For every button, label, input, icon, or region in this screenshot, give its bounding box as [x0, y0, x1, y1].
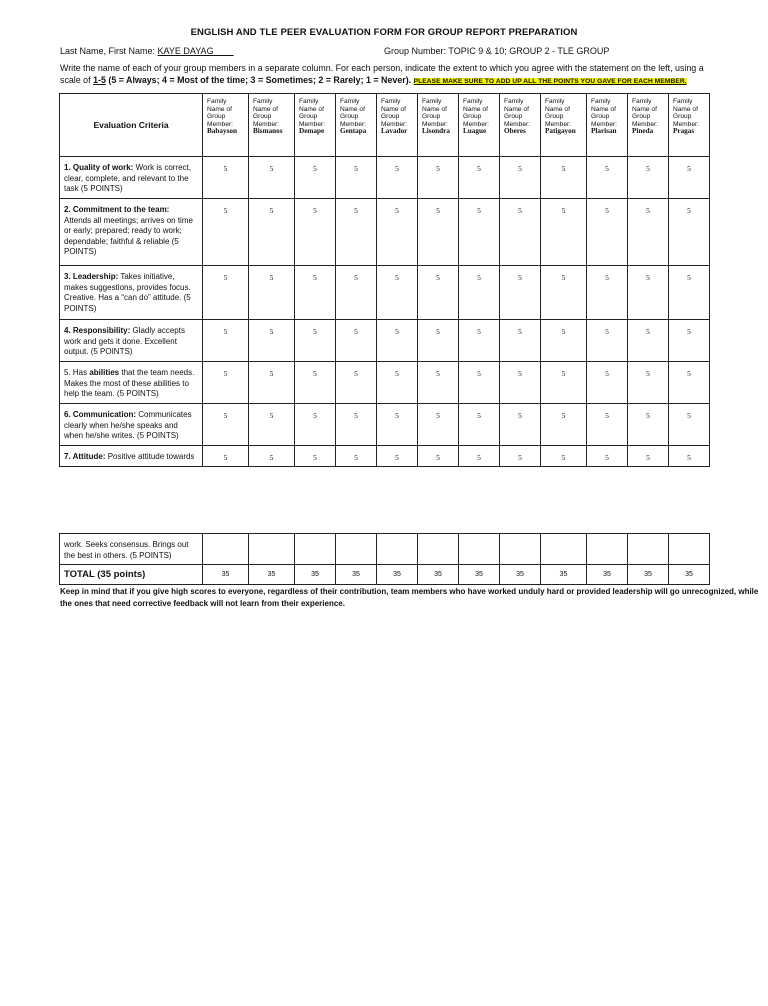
- empty-cell: [377, 534, 418, 565]
- member-header-label: Member:: [504, 120, 531, 128]
- criteria-title: 4. Responsibility:: [64, 326, 131, 335]
- criteria-cell: [60, 157, 203, 199]
- criteria-title: 7. Attitude:: [64, 452, 106, 461]
- criteria-cell: [60, 404, 203, 446]
- score-cell[interactable]: 5: [541, 157, 587, 199]
- criteria-title: 1. Quality of work:: [64, 163, 134, 172]
- score-cell[interactable]: 5: [459, 199, 500, 266]
- score-cell[interactable]: 5: [203, 266, 249, 320]
- empty-cell: [203, 534, 249, 565]
- score-cell[interactable]: 5: [377, 266, 418, 320]
- member-header-label: Member:: [545, 120, 572, 128]
- member-header-label: Name of: [340, 105, 365, 113]
- member-header-luague: [459, 94, 500, 157]
- score-cell[interactable]: 5: [418, 362, 459, 404]
- member-header-label: Group: [463, 113, 482, 121]
- criteria-row: [60, 266, 710, 320]
- score-cell[interactable]: 5: [628, 157, 669, 199]
- score-cell[interactable]: 5: [295, 199, 336, 266]
- score-cell[interactable]: 5: [459, 362, 500, 404]
- member-header-lisondra: [418, 94, 459, 157]
- score-cell[interactable]: 5: [249, 266, 295, 320]
- score-cell[interactable]: 5: [336, 362, 377, 404]
- member-surname: Babayson: [207, 127, 237, 136]
- score-cell[interactable]: 5: [669, 157, 710, 199]
- score-cell[interactable]: 5: [203, 362, 249, 404]
- criteria-row: [60, 157, 710, 199]
- score-cell[interactable]: 5: [295, 157, 336, 199]
- member-header-label: Group: [381, 113, 400, 121]
- member-header-label: Family: [504, 98, 524, 105]
- member-header-label: Group: [340, 113, 359, 121]
- member-surname: Oberes: [504, 127, 526, 136]
- score-cell[interactable]: 5: [541, 320, 587, 362]
- group-label: Group Number:: [384, 46, 447, 56]
- member-header-label: Family: [463, 98, 483, 105]
- score-cell[interactable]: 5: [500, 362, 541, 404]
- member-header-label: Member:: [299, 120, 326, 128]
- score-cell[interactable]: 5: [377, 362, 418, 404]
- score-cell[interactable]: 5: [669, 404, 710, 446]
- criteria-title: abilities: [89, 368, 120, 377]
- member-header-label: Family: [632, 98, 652, 105]
- score-cell[interactable]: 5: [500, 446, 541, 467]
- member-header-label: Group: [632, 113, 651, 121]
- member-header-label: Group: [207, 113, 226, 121]
- member-header-oberes: [500, 94, 541, 157]
- member-header-label: Family: [591, 98, 611, 105]
- member-header-label: Name of: [504, 105, 529, 113]
- score-cell[interactable]: 5: [669, 446, 710, 467]
- score-cell[interactable]: 5: [669, 320, 710, 362]
- score-cell[interactable]: 5: [587, 320, 628, 362]
- member-header-bismanos: [249, 94, 295, 157]
- score-cell[interactable]: 5: [418, 320, 459, 362]
- member-header-label: Group: [422, 113, 441, 121]
- member-header-pragas: [669, 94, 710, 157]
- criteria-number: 5. Has: [64, 368, 90, 377]
- score-cell[interactable]: 5: [669, 266, 710, 320]
- score-cell[interactable]: 5: [203, 320, 249, 362]
- score-cell[interactable]: 5: [418, 404, 459, 446]
- score-cell[interactable]: 5: [295, 404, 336, 446]
- score-cell[interactable]: 5: [628, 404, 669, 446]
- member-header-label: Family: [673, 98, 693, 105]
- criteria-cell: [60, 446, 203, 467]
- score-cell[interactable]: 5: [377, 320, 418, 362]
- score-cell[interactable]: 5: [541, 266, 587, 320]
- name-value: KAYE DAYAG: [157, 46, 214, 56]
- member-header-patigayon: [541, 94, 587, 157]
- criteria-description: Communicates clearly when he/she speaks and when he/she writes. (5 POINTS): [64, 410, 192, 440]
- name-label: Last Name, First Name:: [60, 46, 156, 56]
- score-cell[interactable]: 5: [587, 404, 628, 446]
- score-cell[interactable]: 5: [628, 266, 669, 320]
- member-surname: Patigayon: [545, 127, 576, 136]
- score-cell[interactable]: 5: [249, 362, 295, 404]
- group-value: TOPIC 9 & 10; GROUP 2 - TLE GROUP: [448, 46, 610, 56]
- member-header-label: Member:: [207, 120, 234, 128]
- criteria-header: Evaluation Criteria: [60, 94, 203, 157]
- score-cell[interactable]: 5: [628, 199, 669, 266]
- score-cell[interactable]: 5: [500, 320, 541, 362]
- criteria-description: Takes initiative, makes suggestions, provides focus. Creative. Has a “can do” attitude. (5 POINTS): [64, 272, 191, 313]
- total-cell: 35: [336, 565, 377, 585]
- member-header-babayson: [203, 94, 249, 157]
- continuation-row: [60, 534, 710, 565]
- criteria-row: [60, 446, 710, 467]
- member-header-label: Family: [381, 98, 401, 105]
- score-cell[interactable]: 5: [295, 446, 336, 467]
- member-header-label: Group: [545, 113, 564, 121]
- member-header-label: Family: [299, 98, 319, 105]
- score-cell[interactable]: 5: [203, 446, 249, 467]
- total-cell: 35: [541, 565, 587, 585]
- score-cell[interactable]: 5: [459, 157, 500, 199]
- criteria-row: [60, 404, 710, 446]
- score-cell[interactable]: 5: [336, 446, 377, 467]
- score-cell[interactable]: 5: [203, 199, 249, 266]
- member-header-label: Member:: [340, 120, 367, 128]
- score-cell[interactable]: 5: [249, 404, 295, 446]
- empty-cell: [541, 534, 587, 565]
- score-cell[interactable]: 5: [295, 362, 336, 404]
- score-cell[interactable]: 5: [669, 199, 710, 266]
- scale-legend: (5 = Always; 4 = Most of the time; 3 = Sometimes; 2 = Rarely; 1 = Never).: [108, 74, 412, 85]
- member-surname: Plarisan: [591, 127, 617, 136]
- score-cell[interactable]: 5: [628, 446, 669, 467]
- score-cell[interactable]: 5: [377, 404, 418, 446]
- total-row: [60, 565, 710, 585]
- member-header-plarisan: [587, 94, 628, 157]
- member-surname: Luague: [463, 127, 487, 136]
- table-header-row: [60, 94, 710, 157]
- member-header-gentapa: [336, 94, 377, 157]
- score-cell[interactable]: 5: [500, 266, 541, 320]
- member-header-label: Name of: [299, 105, 324, 113]
- instructions-text: Write the name of each of your group members in a separate column. For each person, indicate the extent to which you agree with the statement on the left, using a scale of: [60, 63, 704, 85]
- scale-range: 1-5: [93, 74, 106, 85]
- group-line: [384, 46, 609, 56]
- criteria-title: 2. Commitment to the team:: [64, 205, 170, 214]
- name-line: [60, 46, 234, 56]
- member-header-label: Name of: [422, 105, 447, 113]
- score-cell[interactable]: 5: [336, 320, 377, 362]
- continuation-cell: work. Seeks consensus. Brings out the best in others. (5 POINTS): [60, 534, 203, 565]
- score-cell[interactable]: 5: [336, 404, 377, 446]
- form-title: ENGLISH AND TLE PEER EVALUATION FORM FOR GROUP REPORT PREPARATION: [190, 27, 578, 38]
- criteria-cell: [60, 199, 203, 266]
- member-header-label: Family: [422, 98, 442, 105]
- total-cell: 35: [418, 565, 459, 585]
- member-header-label: Group: [504, 113, 523, 121]
- criteria-title: 6. Communication:: [64, 410, 137, 419]
- member-header-label: Member:: [463, 120, 490, 128]
- score-cell[interactable]: 5: [459, 266, 500, 320]
- criteria-row: [60, 320, 710, 362]
- member-header-label: Name of: [545, 105, 570, 113]
- total-cell: 35: [500, 565, 541, 585]
- member-surname: Pineda: [632, 127, 654, 136]
- member-header-lavador: [377, 94, 418, 157]
- score-cell[interactable]: 5: [628, 362, 669, 404]
- member-header-pineda: [628, 94, 669, 157]
- score-cell[interactable]: 5: [203, 404, 249, 446]
- empty-cell: [628, 534, 669, 565]
- total-cell: 35: [459, 565, 500, 585]
- criteria-description: that the team needs. Makes the most of these abilities to help the team. (5 POINTS): [64, 368, 195, 398]
- total-cell: 35: [295, 565, 336, 585]
- score-cell[interactable]: 5: [336, 266, 377, 320]
- score-cell[interactable]: 5: [249, 446, 295, 467]
- member-header-label: Group: [673, 113, 692, 121]
- member-header-label: Name of: [253, 105, 278, 113]
- evaluation-table-continued: [59, 533, 710, 585]
- criteria-description: Positive attitude towards: [107, 452, 195, 461]
- score-cell[interactable]: 5: [541, 446, 587, 467]
- empty-cell: [336, 534, 377, 565]
- score-cell[interactable]: 5: [336, 199, 377, 266]
- score-cell[interactable]: 5: [669, 362, 710, 404]
- member-header-label: Member:: [253, 120, 280, 128]
- member-surname: Lisondra: [422, 127, 450, 136]
- score-cell[interactable]: 5: [587, 446, 628, 467]
- criteria-description: Gladly accepts work and gets it done. Excellent output. (5 POINTS): [64, 326, 185, 356]
- score-cell[interactable]: 5: [500, 404, 541, 446]
- score-cell[interactable]: 5: [500, 199, 541, 266]
- total-cell: 35: [587, 565, 628, 585]
- total-cell: 35: [203, 565, 249, 585]
- member-header-label: Member:: [673, 120, 700, 128]
- member-header-label: Group: [253, 113, 272, 121]
- score-cell[interactable]: 5: [295, 266, 336, 320]
- member-header-label: Name of: [381, 105, 406, 113]
- member-surname: Pragas: [673, 127, 695, 136]
- total-cell: 35: [628, 565, 669, 585]
- score-cell[interactable]: 5: [587, 362, 628, 404]
- score-cell[interactable]: 5: [336, 157, 377, 199]
- total-cell: 35: [377, 565, 418, 585]
- member-header-demape: [295, 94, 336, 157]
- empty-cell: [249, 534, 295, 565]
- empty-cell: [500, 534, 541, 565]
- score-cell[interactable]: 5: [418, 157, 459, 199]
- member-header-label: Group: [591, 113, 610, 121]
- score-cell[interactable]: 5: [628, 320, 669, 362]
- score-cell[interactable]: 5: [377, 199, 418, 266]
- member-header-label: Family: [207, 98, 227, 105]
- empty-cell: [459, 534, 500, 565]
- member-surname: Gentapa: [340, 127, 367, 136]
- score-cell[interactable]: 5: [459, 320, 500, 362]
- closing-note: Keep in mind that if you give high scores to everyone, regardless of their contribution, team members who have worked unduly hard or provided leadership will go unrecognized, while the ones that need corrective feedback will not learn from their experience.: [60, 587, 759, 608]
- member-header-label: Member:: [591, 120, 618, 128]
- member-header-label: Member:: [381, 120, 408, 128]
- criteria-row: [60, 362, 710, 404]
- empty-cell: [418, 534, 459, 565]
- member-header-label: Name of: [207, 105, 232, 113]
- total-cell: 35: [669, 565, 710, 585]
- member-header-label: Name of: [632, 105, 657, 113]
- member-header-label: Member:: [632, 120, 659, 128]
- score-cell[interactable]: 5: [249, 199, 295, 266]
- criteria-row: [60, 199, 710, 266]
- member-header-label: Family: [340, 98, 360, 105]
- score-cell[interactable]: 5: [377, 157, 418, 199]
- score-cell[interactable]: 5: [249, 320, 295, 362]
- criteria-cell: [60, 362, 203, 404]
- evaluation-table: [59, 93, 710, 467]
- instructions: [60, 63, 710, 87]
- criteria-cell: [60, 320, 203, 362]
- score-cell[interactable]: 5: [587, 199, 628, 266]
- score-cell[interactable]: 5: [203, 157, 249, 199]
- score-cell[interactable]: 5: [459, 404, 500, 446]
- score-cell[interactable]: 5: [459, 446, 500, 467]
- member-header-label: Member:: [422, 120, 449, 128]
- criteria-description: Work is correct, clear, complete, and relevant to the task (5 POINTS): [64, 163, 191, 193]
- criteria-title: 3. Leadership:: [64, 272, 119, 281]
- criteria-cell: [60, 266, 203, 320]
- score-cell[interactable]: 5: [587, 266, 628, 320]
- score-cell[interactable]: 5: [541, 362, 587, 404]
- score-cell[interactable]: 5: [418, 199, 459, 266]
- score-cell[interactable]: 5: [587, 157, 628, 199]
- score-cell[interactable]: 5: [295, 320, 336, 362]
- score-cell[interactable]: 5: [500, 157, 541, 199]
- member-header-label: Family: [253, 98, 273, 105]
- highlight-note: PLEASE MAKE SURE TO ADD UP ALL THE POINTS YOU GAVE FOR EACH MEMBER.: [413, 77, 687, 85]
- member-surname: Lavador: [381, 127, 408, 136]
- score-cell[interactable]: 5: [541, 404, 587, 446]
- member-header-label: Group: [299, 113, 318, 121]
- total-cell: 35: [249, 565, 295, 585]
- score-cell[interactable]: 5: [541, 199, 587, 266]
- empty-cell: [669, 534, 710, 565]
- total-label: TOTAL (35 points): [60, 565, 203, 585]
- score-cell[interactable]: 5: [418, 266, 459, 320]
- member-surname: Bismanos: [253, 127, 283, 136]
- member-header-label: Family: [545, 98, 565, 105]
- criteria-description: Attends all meetings; arrives on time or early; prepared; ready to work; dependable; faithful & reliable (5 POINTS): [64, 215, 193, 256]
- empty-cell: [587, 534, 628, 565]
- member-header-label: Name of: [673, 105, 698, 113]
- score-cell[interactable]: 5: [418, 446, 459, 467]
- score-cell[interactable]: 5: [249, 157, 295, 199]
- score-cell[interactable]: 5: [377, 446, 418, 467]
- empty-cell: [295, 534, 336, 565]
- member-header-label: Name of: [591, 105, 616, 113]
- member-header-label: Name of: [463, 105, 488, 113]
- member-surname: Demape: [299, 127, 325, 136]
